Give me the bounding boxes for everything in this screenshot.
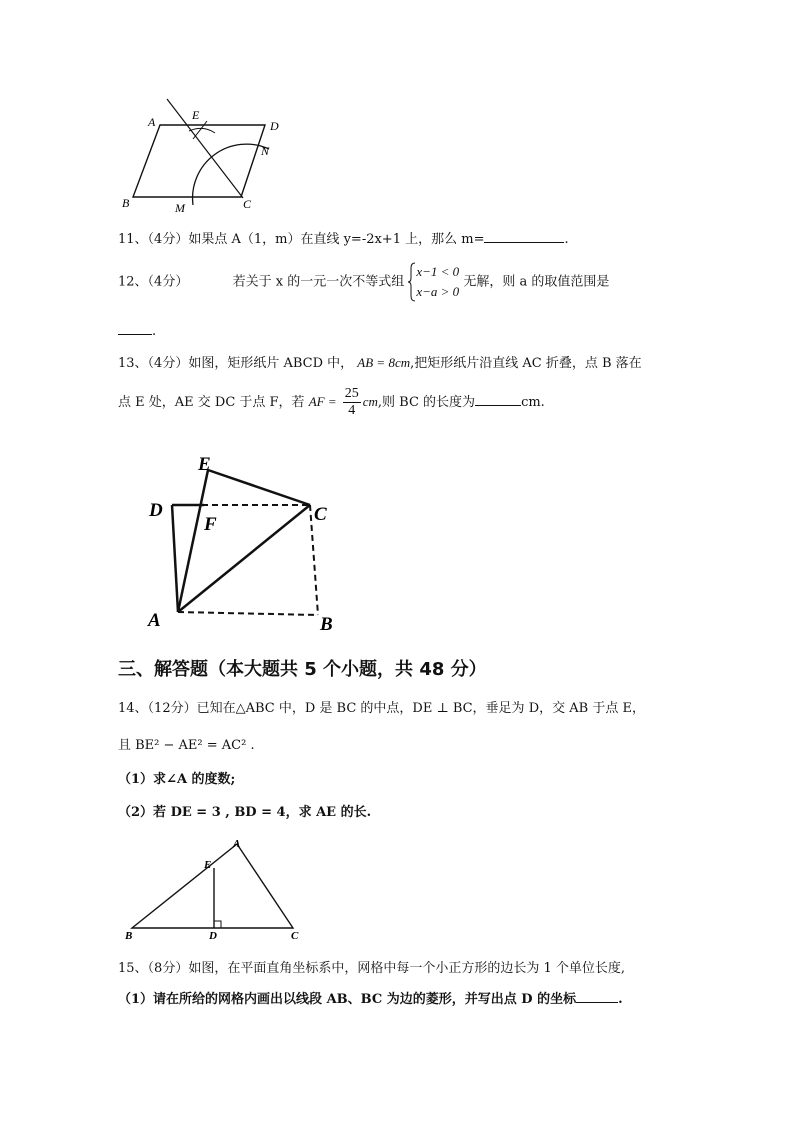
- fraction-numerator: 25: [344, 386, 359, 401]
- label-B: B: [125, 930, 133, 942]
- q15-sub1-text: （1）请在所给的网格内画出以线段 AB、BC 为边的菱形，并写出点 D 的坐标: [118, 992, 577, 1007]
- q14-line1: 已知在△ABC 中，D 是 BC 的中点，DE ⊥ BC，垂足为 D，交 AB 于点 E，: [196, 701, 645, 716]
- q14-subquestion-1: （1）求∠A 的度数;: [118, 772, 236, 787]
- label-C: C: [291, 930, 299, 942]
- label-B: B: [320, 614, 333, 635]
- label-B: B: [122, 196, 130, 210]
- q11-number: 11、: [118, 232, 148, 247]
- q14-subquestion-2: （2）若 DE = 3 , BD = 4，求 AE 的长.: [118, 805, 372, 820]
- q13-unit: cm: [362, 394, 378, 409]
- question-14-line2: 且 BE² − AE² = AC² .: [118, 738, 255, 753]
- q13-math-ab: AB = 8cm: [357, 355, 411, 370]
- q14-points: （12分）: [147, 701, 197, 716]
- q12-number: 12、: [118, 274, 148, 290]
- q13-line1-b: ,把矩形纸片沿直线 AC 折叠，点 B 落在: [410, 356, 642, 371]
- q11-points: （4分）: [147, 232, 189, 247]
- label-A: A: [233, 838, 241, 850]
- inequality-2: x−a > 0: [416, 284, 460, 299]
- label-N: N: [261, 144, 270, 158]
- q15-points: （8分）: [147, 961, 189, 976]
- q13-line2-b: ,则 BC 的长度为: [377, 395, 476, 410]
- q15-line1: 如图，在平面直角坐标系中，网格中每一个小正方形的边长为 1 个单位长度,: [188, 961, 625, 976]
- question-15-line1: [118, 957, 625, 976]
- q11-end: .: [564, 232, 569, 247]
- q15-subquestion-1: [118, 988, 623, 1007]
- triangle-figure: [115, 835, 315, 945]
- q12-end: .: [152, 324, 157, 339]
- q15-number: 15、: [118, 961, 148, 976]
- label-C: C: [243, 197, 252, 211]
- label-E: E: [198, 454, 211, 475]
- label-D: D: [270, 119, 279, 133]
- q13-line1-a: 如图，矩形纸片 ABCD 中，: [188, 356, 354, 371]
- label-E: E: [192, 108, 200, 122]
- label-M: M: [175, 201, 185, 215]
- q12-points: （4分）: [147, 274, 189, 290]
- question-14-line1: [118, 697, 645, 716]
- folded-rectangle-figure: [140, 448, 350, 638]
- q12-answer-blank[interactable]: [118, 322, 152, 335]
- question-13-line2: [118, 386, 545, 419]
- q12-text-before: 若关于 x 的一元一次不等式组: [232, 274, 405, 290]
- q13-line2-a: 点 E 处，AE 交 DC 于点 F，若: [118, 395, 305, 410]
- q11-text: 如果点 A（1，m）在直线 y=-2x+1 上，那么 m=: [188, 232, 485, 247]
- label-C: C: [314, 504, 327, 525]
- label-E: E: [204, 859, 212, 871]
- q15-end: .: [618, 992, 623, 1007]
- question-12: [118, 262, 609, 302]
- fraction-25-4: [343, 386, 361, 419]
- q13-answer-blank[interactable]: [475, 393, 521, 406]
- question-11: [118, 228, 569, 247]
- label-A: A: [148, 115, 156, 129]
- q13-points: （4分）: [147, 356, 189, 371]
- label-D: D: [209, 930, 217, 942]
- brace-icon: [408, 262, 416, 302]
- q13-math-af: AF =: [308, 394, 337, 409]
- q11-answer-blank[interactable]: [484, 230, 564, 243]
- label-D: D: [149, 500, 163, 521]
- q13-number: 13、: [118, 356, 148, 371]
- inequality-system: [408, 262, 459, 302]
- inequality-1: x−1 < 0: [416, 264, 460, 279]
- q13-end: cm.: [521, 395, 545, 410]
- q12-answer-line: [118, 322, 156, 339]
- q14-number: 14、: [118, 701, 148, 716]
- question-13-line1: [118, 352, 642, 371]
- fraction-denominator: 4: [348, 403, 356, 418]
- q15-answer-blank[interactable]: [576, 990, 618, 1003]
- parallelogram-figure: [115, 95, 290, 220]
- label-F: F: [204, 514, 217, 535]
- label-A: A: [148, 610, 161, 631]
- q12-text-after: 无解，则 a 的取值范围是: [463, 274, 610, 290]
- section-title: 三、解答题（本大题共 5 个小题，共 48 分）: [118, 659, 487, 680]
